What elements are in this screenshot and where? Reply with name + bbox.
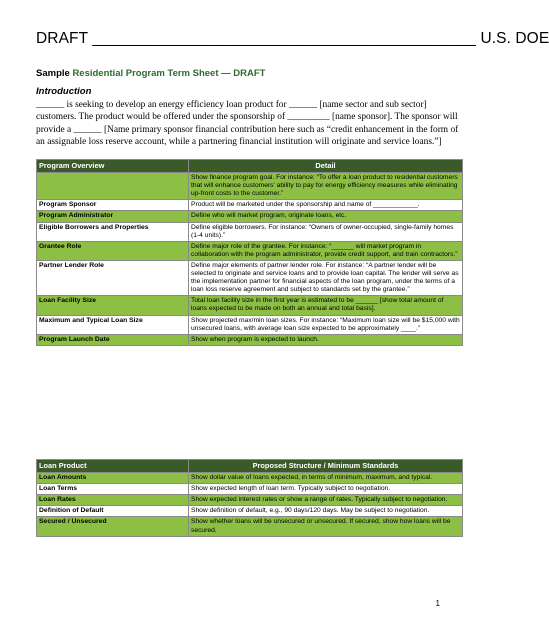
row-label: Program Administrator xyxy=(37,211,189,222)
table-row xyxy=(37,200,463,211)
table-row xyxy=(37,484,463,495)
table-row xyxy=(37,241,463,260)
title-rest: Residential Program Term Sheet — DRAFT xyxy=(72,68,266,79)
header-draft: DRAFT xyxy=(36,30,88,47)
row-label: Definition of Default xyxy=(37,506,189,517)
row-detail: Show finance program goal. For instance: “To offer a loan product to residential customers that will enhance customers’ ability to pay for energy efficiency measures while eliminating up-front costs to the customer.” xyxy=(189,173,463,200)
page-header xyxy=(36,30,549,48)
row-label xyxy=(37,173,189,200)
row-detail: Product will be marketed under the sponsorship and name of ____________. xyxy=(189,200,463,211)
program-overview-table xyxy=(36,159,463,346)
table-row xyxy=(37,334,463,345)
row-label: Program Sponsor xyxy=(37,200,189,211)
row-detail: Define major elements of partner lender role. For instance: “A partner lender will be selected to originate and service loans and to provide loan capital. The lender will serve as the implementation partner for financial aspects of the loan program, under the terms of a loan loss reserve agreement and subject to standards set by the grantee.” xyxy=(189,260,463,295)
row-detail: Show expected length of loan term. Typically subject to negotiation. xyxy=(189,484,463,495)
header-agency: U.S. DOE xyxy=(480,30,549,47)
table-row xyxy=(37,222,463,241)
loan-product-table xyxy=(36,459,463,537)
table-row xyxy=(37,173,463,200)
table-row xyxy=(37,315,463,334)
column-header: Program Overview xyxy=(37,160,189,173)
row-label: Loan Facility Size xyxy=(37,296,189,315)
table-row xyxy=(37,211,463,222)
column-header: Detail xyxy=(189,160,463,173)
row-label: Partner Lender Role xyxy=(37,260,189,295)
table-row xyxy=(37,517,463,536)
title-prefix: Sample xyxy=(36,68,70,79)
row-detail: Show definition of default, e.g., 90 days/120 days. May be subject to negotiation. xyxy=(189,506,463,517)
table-header-row xyxy=(37,460,463,473)
row-label: Eligible Borrowers and Properties xyxy=(37,222,189,241)
header-rule: ____________________________________________ xyxy=(92,30,477,47)
row-detail: Show when program is expected to launch. xyxy=(189,334,463,345)
row-detail: Show expected interest rates or show a range of rates. Typically subject to negotiation. xyxy=(189,495,463,506)
document-title xyxy=(36,68,265,79)
table-row xyxy=(37,260,463,295)
column-header: Proposed Structure / Minimum Standards xyxy=(189,460,463,473)
table-row xyxy=(37,473,463,484)
row-detail: Define major role of the grantee. For instance: “______ will market program in collaboration with the program administrator, provide credit support, and train contractors.” xyxy=(189,241,463,260)
row-label: Program Launch Date xyxy=(37,334,189,345)
row-label: Loan Rates xyxy=(37,495,189,506)
page-number: 1 xyxy=(435,599,440,608)
row-label: Grantee Role xyxy=(37,241,189,260)
row-detail: Show whether loans will be unsecured or unsecured. If secured, show how loans will be secured. xyxy=(189,517,463,536)
intro-paragraph: ______ is seeking to develop an energy efficiency loan product for ______ [name sector and sub sector] customers. The product would be offered under the sponsorship of _________ [name sponsor]. The sponsor will provide a ______ [Name primary sponsor financial contribution here such as “credit enhancement in the form of an assignable loss reserve account, while a partnering financial institution will originate and service loans.”] xyxy=(36,100,459,147)
row-label: Secured / Unsecured xyxy=(37,517,189,536)
row-label: Loan Terms xyxy=(37,484,189,495)
row-detail: Show dollar value of loans expected, in terms of minimum, maximum, and typical. xyxy=(189,473,463,484)
row-detail: Show projected max/min loan sizes. For instance: “Maximum loan size will be $15,000 with unsecured loans, with average loan size expected to be approximately ____.” xyxy=(189,315,463,334)
row-label: Maximum and Typical Loan Size xyxy=(37,315,189,334)
column-header: Loan Product xyxy=(37,460,189,473)
row-detail: Total loan facility size in the first year is estimated to be ______ [show total amount of loans expected to be made on both an annual and total basis]. xyxy=(189,296,463,315)
table-header-row xyxy=(37,160,463,173)
row-detail: Define who will market program, originate loans, etc. xyxy=(189,211,463,222)
row-detail: Define eligible borrowers. For instance: “Owners of owner-occupied, single-family homes (1-4 units).” xyxy=(189,222,463,241)
table-row xyxy=(37,506,463,517)
table-row xyxy=(37,296,463,315)
intro-heading: Introduction xyxy=(36,86,92,97)
table-row xyxy=(37,495,463,506)
row-label: Loan Amounts xyxy=(37,473,189,484)
